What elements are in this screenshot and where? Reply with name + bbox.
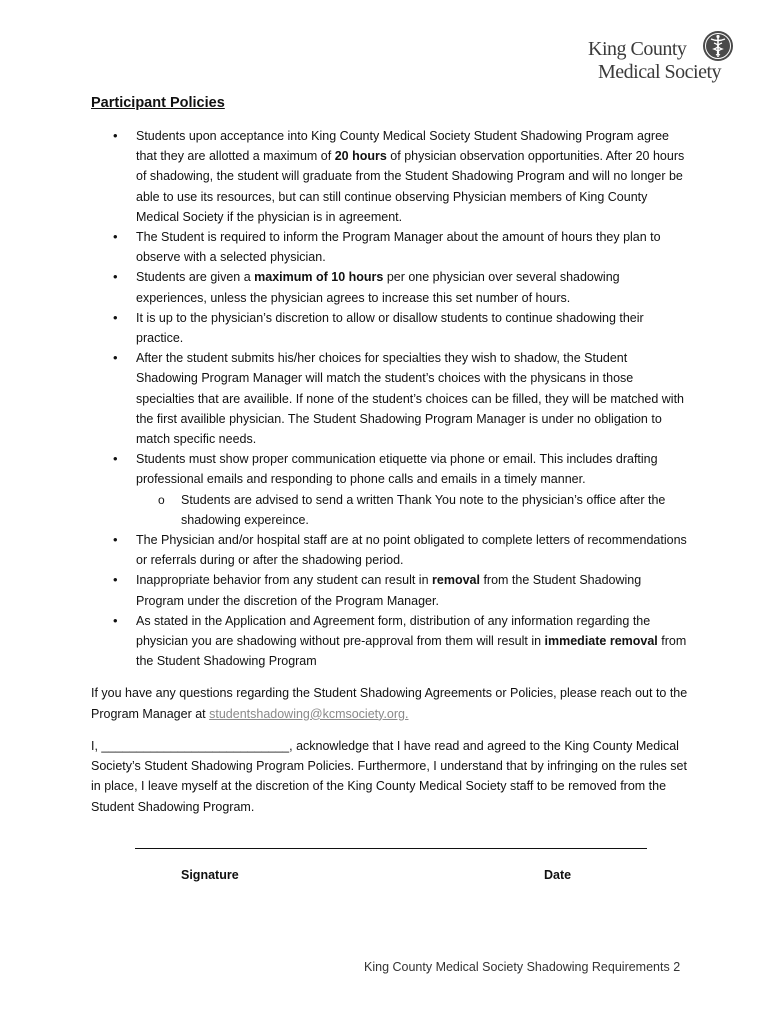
policy-item	[91, 611, 691, 672]
policy-item	[91, 348, 691, 449]
page-footer: King County Medical Society Shadowing Requirements 2	[364, 960, 681, 974]
policy-emphasis: immediate removal	[544, 634, 658, 649]
signature-label: Signature	[181, 868, 239, 882]
policy-text: from the Student Shadowing Program under the discretion of the Program Manager.	[136, 573, 642, 608]
policy-emphasis: removal	[432, 573, 480, 588]
policies-list	[91, 126, 691, 671]
policy-text: As stated in the Application and Agreement form, distribution of any information regarding the physician you are shadowing without pre-approval from them will result in	[136, 613, 651, 649]
policy-text: The Physician and/or hospital staff are at no point obligated to complete letters of recommendations or referrals during or after the shadowing period.	[136, 533, 687, 568]
policy-item	[91, 570, 691, 610]
policy-subitem	[136, 490, 691, 530]
policy-text: per one physician over several shadowing experiences, unless the physician agrees to increase this set number of hours.	[136, 270, 620, 305]
policy-emphasis: maximum of 10 hours	[254, 270, 384, 285]
policy-sublist	[136, 490, 691, 530]
policy-text: of physician observation opportunities. After 20 hours of shadowing, the student will graduate from the Student Shadowing Program and will no longer be able to use its resources, but can still continue observing Physician members of King County Medical Society if the physician is in agreement.	[136, 149, 685, 224]
acknowledgement-paragraph: I, ___________________________, acknowledge that I have read and agreed to the King County Medical Society’s Student Shadowing Program Policies. Furthermore, I understand that by infringing on the rules set in place, I leave myself at the discretion of the King County Medical Society staff to be removed from the Student Shadowing Program.	[91, 738, 687, 814]
contact-text: If you have any questions regarding the Student Shadowing Agreements or Policies, please reach out to the Program Manager at	[91, 686, 688, 721]
policy-text: The Student is required to inform the Program Manager about the amount of hours they plan to observe with a selected physician.	[136, 230, 661, 265]
policy-text: After the student submits his/her choices for specialties they wish to shadow, the Student Shadowing Program Manager will match the student’s choices with the physicans in those specialties that are availible. If none of the student’s choices can be filled, they will be matched with the first availible physician. The Student Shadowing Program Manager is under no obligation to match specific needs.	[136, 351, 684, 447]
page-title: Participant Policies	[91, 95, 225, 111]
policies-document-body	[91, 92, 691, 817]
date-label: Date	[544, 868, 572, 882]
policy-item	[91, 267, 691, 307]
policy-item	[91, 449, 691, 530]
policy-text: It is up to the physician’s discretion to allow or disallow students to continue shadowing their practice.	[136, 310, 644, 346]
contact-paragraph	[91, 683, 691, 723]
logo-line-2: Medical Society	[598, 61, 722, 83]
policy-subitem-text: Students are advised to send a written Thank You note to the physician’s office after the shadowing expereince.	[181, 492, 666, 527]
policy-text: Students upon acceptance into King County Medical Society Student Shadowing Program agree that they are allotted a maximum of	[136, 129, 669, 164]
policy-text: Students must show proper communication etiquette via phone or email. This includes drafting professional emails and responding to phone calls and emails in a timely manner.	[136, 452, 658, 487]
program-manager-email-link[interactable]: studentshadowing@kcmsociety.org.	[209, 706, 409, 721]
policy-item	[91, 227, 691, 267]
policy-text: Students are given a	[136, 270, 255, 285]
policy-item	[91, 530, 691, 570]
policy-text: from the Student Shadowing Program	[136, 634, 687, 669]
policy-text: Inappropriate behavior from any student can result in	[136, 573, 433, 588]
policy-emphasis: 20 hours	[334, 149, 387, 164]
logo-line-1: King County	[588, 38, 687, 60]
organization-logo	[588, 30, 734, 86]
policy-item	[91, 126, 691, 227]
caduceus-seal-icon	[702, 30, 734, 62]
policy-item	[91, 308, 691, 348]
signature-line	[135, 848, 647, 849]
